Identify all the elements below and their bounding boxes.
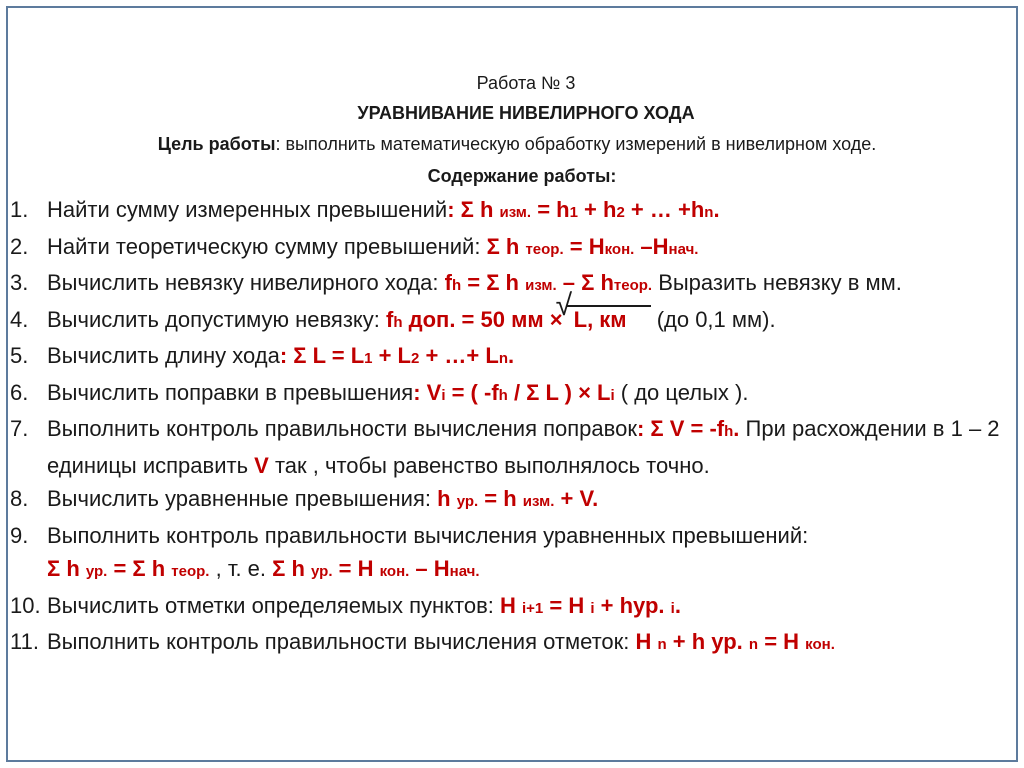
task-number: 10. [10, 592, 41, 618]
formula-text: – Σ h [556, 270, 614, 295]
formula-text: + hур. [594, 592, 671, 618]
instruction-text: Вычислить невязку нивелирного хода: [47, 270, 445, 295]
goal-text: : выполнить математическую обработку измерений в нивелирном ходе. [275, 134, 877, 154]
instruction-text: Выполнить контроль правильности вычисления поправок [47, 416, 637, 441]
formula-text: : V [413, 379, 442, 405]
task-item [10, 193, 1010, 230]
formula-text: + V. [554, 486, 599, 511]
formula-text: Σ h [272, 556, 312, 581]
instruction-text: Найти сумму измеренных превышений [47, 197, 448, 222]
task-item [10, 230, 1010, 267]
formula-text: = Н [758, 629, 806, 654]
task-number: 4. [10, 306, 29, 332]
formula-subscript: нач. [449, 563, 480, 580]
instruction-text: Выполнить контроль правильности вычисления уравненных превышений: [47, 522, 809, 548]
task-item [10, 589, 1010, 626]
task-text [47, 266, 1010, 303]
formula-subscript: кон. [379, 563, 410, 580]
instruction-text: Вычислить уравненные превышения: [47, 486, 438, 511]
formula-text: Н [500, 592, 522, 618]
formula-subscript: ур. [456, 493, 479, 510]
task-item [10, 625, 1010, 662]
formula-text: V [254, 452, 269, 478]
formula-subscript: кон. [805, 636, 835, 653]
formula-subscript: нач. [668, 240, 699, 258]
formula-subscript: 2 [616, 204, 625, 221]
task-item [10, 339, 1010, 376]
instruction-text: Вычислить отметки определяемых пунктов: [47, 592, 500, 618]
task-list [10, 193, 1010, 662]
instruction-text: так , чтобы равенство выполнялось точно. [268, 452, 710, 478]
instruction-text: ( до целых ). [614, 379, 749, 405]
instruction-text: Вычислить допустимую невязку: [47, 306, 387, 332]
formula-subscript: n [657, 636, 667, 653]
task-text [47, 519, 1010, 589]
task-item [10, 482, 1010, 519]
task-text [47, 376, 1010, 413]
sqrt-content: L, км [573, 306, 627, 332]
formula-subscript: i [441, 386, 446, 404]
task-number: 9. [10, 522, 29, 548]
formula-text: : Σ L = L [279, 343, 365, 368]
formula-text: : Σ h [447, 197, 500, 222]
formula-text: + h [577, 197, 617, 222]
formula-subscript: ур. [311, 563, 333, 580]
formula-subscript: h [724, 423, 734, 440]
formula-subscript: изм. [522, 493, 555, 510]
formula-text: = h [478, 486, 523, 511]
formula-text: / Σ L ) × L [507, 379, 611, 405]
task-number: 1. [10, 197, 29, 222]
formula-subscript: n [498, 350, 508, 367]
instruction-text: , т. е. [209, 556, 273, 581]
formula-subscript: изм. [525, 277, 557, 294]
formula-text: + L [372, 343, 411, 368]
formula-text: = Σ h [461, 270, 526, 295]
formula-subscript: теор. [171, 563, 210, 580]
formula-subscript: i [670, 599, 675, 617]
formula-subscript: h [451, 277, 462, 294]
formula-text: Σ h [486, 233, 526, 259]
formula-subscript: ур. [85, 563, 108, 580]
formula-subscript: h [498, 386, 508, 404]
task-number: 7. [10, 416, 29, 441]
task-text [47, 288, 1010, 340]
task-text [47, 230, 1010, 267]
work-goal [0, 134, 1024, 155]
work-title: УРАВНИВАНИЕ НИВЕЛИРНОГО ХОДА [357, 103, 695, 123]
formula-text: = Н [563, 233, 605, 259]
task-item [10, 412, 1010, 482]
formula-subscript: изм. [499, 204, 532, 221]
formula-subscript: кон. [604, 240, 635, 258]
instruction-text: Вычислить длину хода [47, 343, 280, 368]
formula-subscript: 2 [411, 350, 420, 367]
formula-text: = ( -f [445, 379, 499, 405]
formula-subscript: теор. [613, 277, 653, 294]
task-number: 6. [10, 379, 29, 405]
formula-subscript: 1 [364, 350, 373, 367]
formula-subscript: n [704, 204, 714, 221]
formula-text: h [437, 486, 457, 511]
instruction-text: При расхождении в 1 – 2 единицы исправить [47, 416, 1000, 478]
formula-text: + …+ L [419, 343, 499, 368]
formula-text: – Н [409, 556, 450, 581]
goal-label: Цель работы [157, 134, 276, 154]
formula-text: f [444, 270, 452, 295]
instruction-text: Выразить невязку в мм. [652, 270, 902, 295]
instruction-text: Найти теоретическую сумму превышений: [47, 233, 487, 259]
formula-text: . [733, 416, 740, 441]
sqrt-sign: √ [555, 288, 573, 322]
formula-text: –Н [634, 233, 669, 259]
task-number: 2. [10, 233, 29, 259]
work-number: Работа № 3 [476, 73, 576, 93]
formula-subscript: теор. [525, 240, 564, 258]
task-number: 3. [10, 270, 29, 295]
content-title: Содержание работы: [427, 166, 617, 186]
task-item [10, 288, 1010, 340]
task-text [47, 412, 1010, 482]
task-text [47, 482, 1010, 519]
task-text [47, 625, 1010, 662]
formula-text: Σ h [47, 556, 86, 581]
task-text [47, 193, 1010, 230]
instruction-text: (до 0,1 мм). [650, 306, 776, 332]
formula-text: f [386, 306, 394, 332]
formula-text: . [508, 343, 515, 368]
formula-text: = Н [332, 556, 380, 581]
formula-text: Н [635, 629, 658, 654]
sqrt-expression [555, 288, 651, 333]
task-item [10, 266, 1010, 303]
formula-text: . [713, 197, 720, 222]
formula-subscript: i [610, 386, 615, 404]
formula-subscript: n [748, 636, 759, 653]
task-item [10, 519, 1010, 589]
instruction-text: Вычислить поправки в превышения [47, 379, 414, 405]
formula-subscript: h [393, 313, 403, 331]
task-number: 8. [10, 486, 29, 511]
formula-text: : Σ V = -f [636, 416, 725, 441]
formula-text: + … +h [624, 197, 705, 222]
formula-text: + h ур. [666, 629, 749, 654]
formula-subscript: i [590, 599, 595, 617]
formula-text: . [674, 592, 681, 618]
formula-text: = Σ h [107, 556, 172, 581]
task-number: 5. [10, 343, 29, 368]
formula-subscript: i+1 [522, 599, 544, 617]
formula-text: доп. = 50 мм × [402, 306, 563, 332]
formula-text: = Н [543, 592, 591, 618]
task-number: 11. [10, 629, 39, 654]
task-text [47, 339, 1010, 376]
formula-text: = h [531, 197, 570, 222]
formula-subscript: 1 [569, 204, 578, 221]
instruction-text: Выполнить контроль правильности вычисления отметок: [47, 629, 636, 654]
task-text [47, 589, 1010, 626]
task-item [10, 376, 1010, 413]
